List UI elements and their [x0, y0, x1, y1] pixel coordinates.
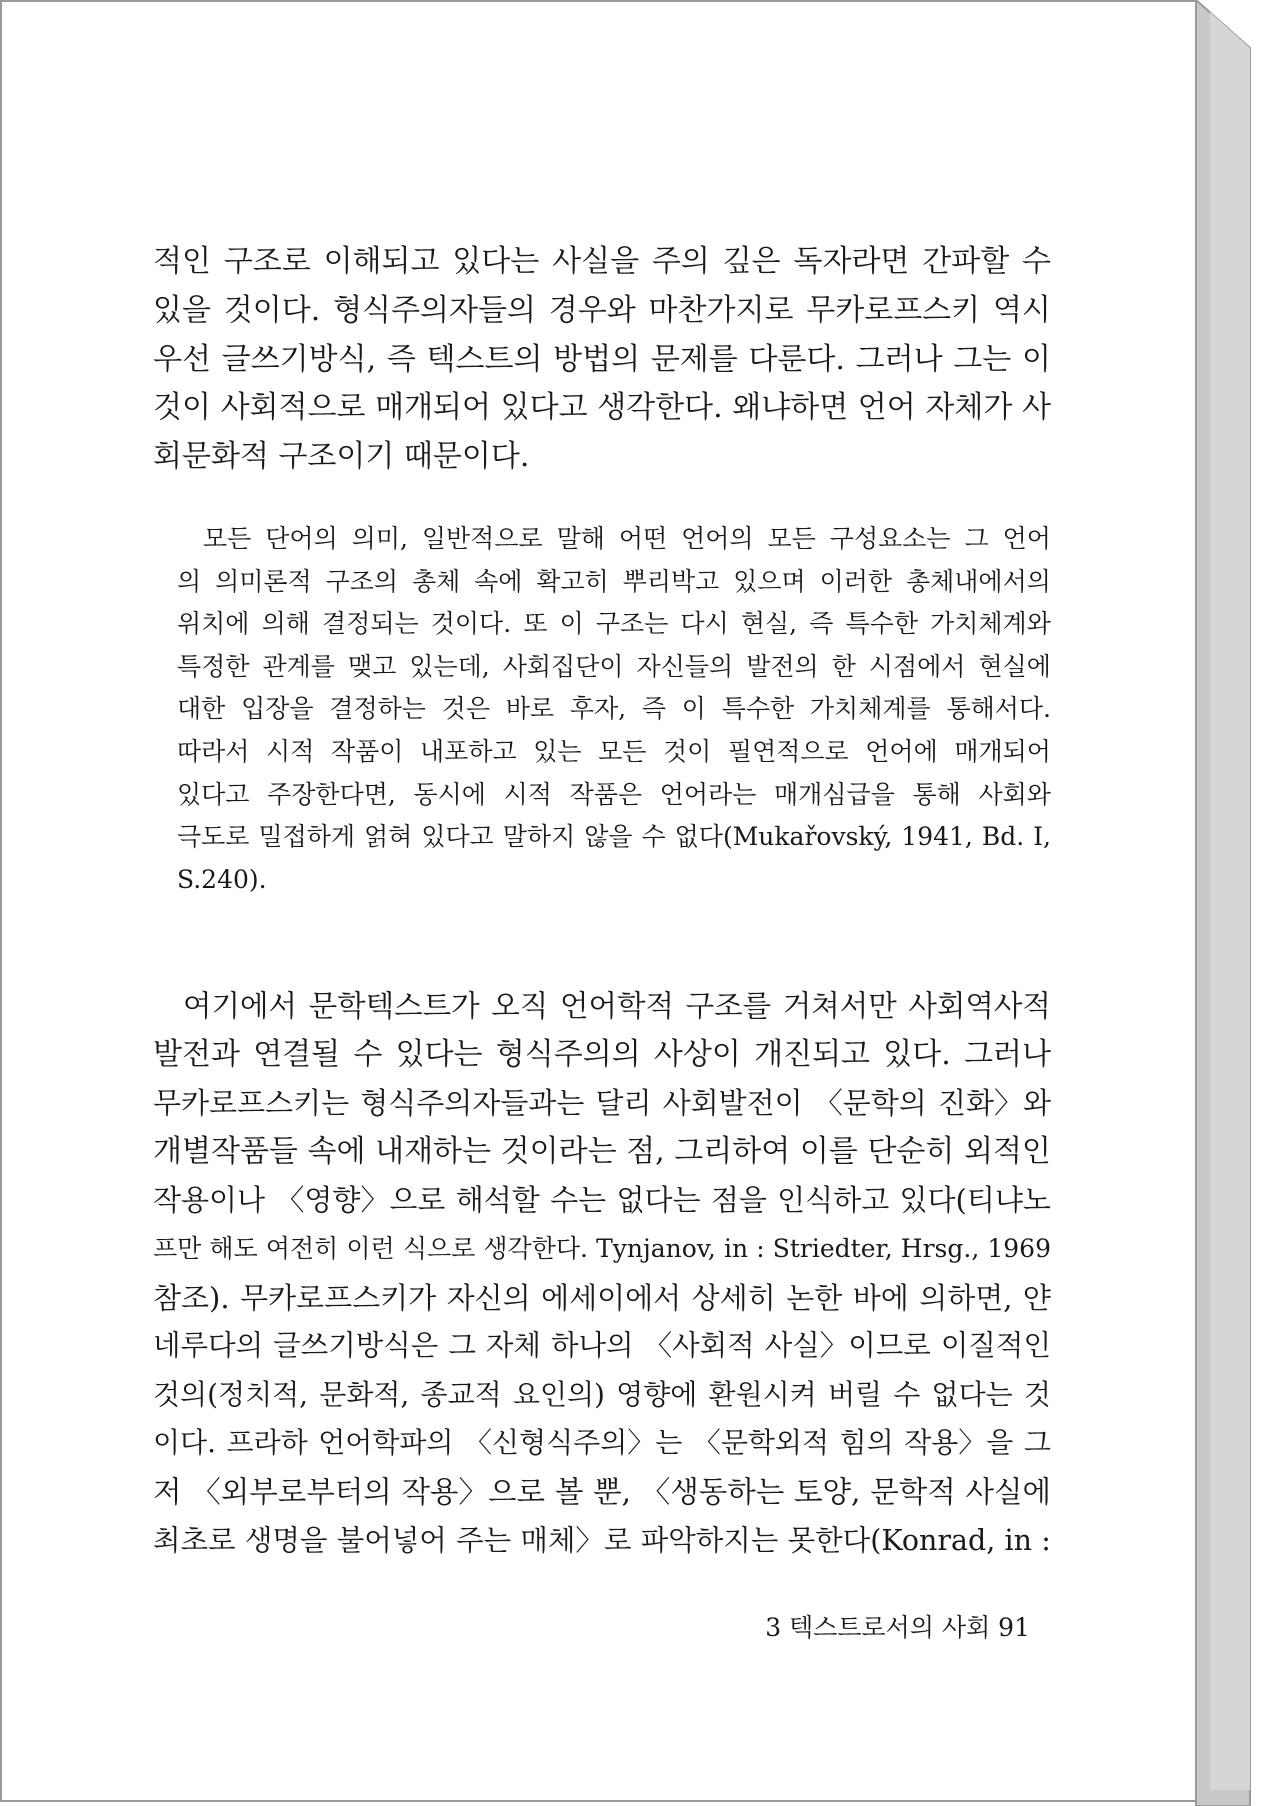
quote-line: 특정한 관계를 맺고 있는데, 사회집단이 자신들의 발전의 한 시점에서 현실에 — [177, 651, 1051, 681]
quote-line: 따라서 시적 작품이 내포하고 있는 모든 것이 필연적으로 언어에 매개되어 — [177, 736, 1051, 766]
closing-line: 발전과 연결될 수 있다는 형식주의의 사상이 개진되고 있다. 그러나 — [153, 1036, 1051, 1072]
closing-line: 작용이나 〈영향〉으로 해석할 수는 없다는 점을 인식하고 있다(티냐노 — [153, 1183, 1051, 1218]
intro-line: 적인 구조로 이해되고 있다는 사실을 주의 깊은 독자라면 간파할 수 — [153, 244, 1051, 279]
quote-line: 극도로 밀접하게 얽혀 있다고 말하지 않을 수 없다(Mukařovský, 1941, Bd. I, — [177, 822, 1051, 852]
quote-line: 의 의미론적 구조의 총체 속에 확고히 뿌리박고 있으며 이러한 총체내에서의 — [177, 566, 1051, 596]
closing-line: 프만 해도 여전히 이런 식으로 생각한다. Tynjanov, in : Striedter, Hrsg., 1969 — [153, 1233, 1051, 1263]
quote-line: 있다고 주장한다면, 동시에 시적 작품은 언어라는 매개심급을 통해 사회와 — [177, 779, 1051, 809]
block-quote — [177, 518, 1051, 901]
running-footer — [750, 1608, 1030, 1644]
closing-line: 것의(정치적, 문화적, 종교적 요인의) 영향에 환원시켜 버릴 수 없다는 것 — [153, 1377, 1051, 1411]
closing-line: 최초로 생명을 불어넣어 주는 매체〉로 파악하지는 못한다(Konrad, in : — [153, 1523, 1051, 1557]
closing-line: 저 〈외부로부터의 작용〉으로 볼 뿐, 〈생동하는 토양, 문학적 사실에 — [153, 1474, 1051, 1509]
intro-line: 것이 사회적으로 매개되어 있다고 생각한다. 왜냐하면 언어 자체가 사 — [153, 390, 1051, 426]
intro-line: 우선 글쓰기방식, 즉 텍스트의 방법의 문제를 다룬다. 그러나 그는 이 — [153, 341, 1051, 377]
closing-line: 무카로프스키는 형식주의자들과는 달리 사회발전이 〈문학의 진화〉와 — [153, 1086, 1051, 1121]
closing-line: 여기에서 문학텍스트가 오직 언어학적 구조를 거쳐서만 사회역사적 — [183, 989, 1051, 1023]
quote-line: 대한 입장을 결정하는 것은 바로 후자, 즉 이 특수한 가치체계를 통해서다. — [177, 694, 1051, 724]
intro-line: 회문화적 구조이기 때문이다. — [153, 439, 530, 475]
intro-paragraph — [153, 238, 1051, 482]
closing-paragraph — [153, 982, 1051, 1565]
closing-line: 참조). 무카로프스키가 자신의 에세이에서 상세히 논한 바에 의하면, 얀 — [153, 1280, 1051, 1315]
closing-line: 네루다의 글쓰기방식은 그 자체 하나의 〈사회적 사실〉이므로 이질적인 — [153, 1329, 1051, 1363]
closing-line: 개별작품들 속에 내재하는 것이라는 점, 그리하여 이를 단순히 외적인 — [153, 1133, 1051, 1169]
quote-line: 위치에 의해 결정되는 것이다. 또 이 구조는 다시 현실, 즉 특수한 가치체계와 — [177, 609, 1051, 639]
quote-line: S.240). — [177, 864, 267, 894]
running-head-page-number: 3 텍스트로서의 사회 91 — [765, 1613, 1030, 1642]
quote-line: 모든 단어의 의미, 일반적으로 말해 어떤 언어의 모든 구성요소는 그 언어 — [203, 524, 1051, 553]
intro-line: 있을 것이다. 형식주의자들의 경우와 마찬가지로 무카로프스키 역시 — [153, 292, 1051, 328]
closing-line: 이다. 프라하 언어학파의 〈신형식주의〉는 〈문학외적 힘의 작용〉을 그 — [153, 1426, 1051, 1460]
